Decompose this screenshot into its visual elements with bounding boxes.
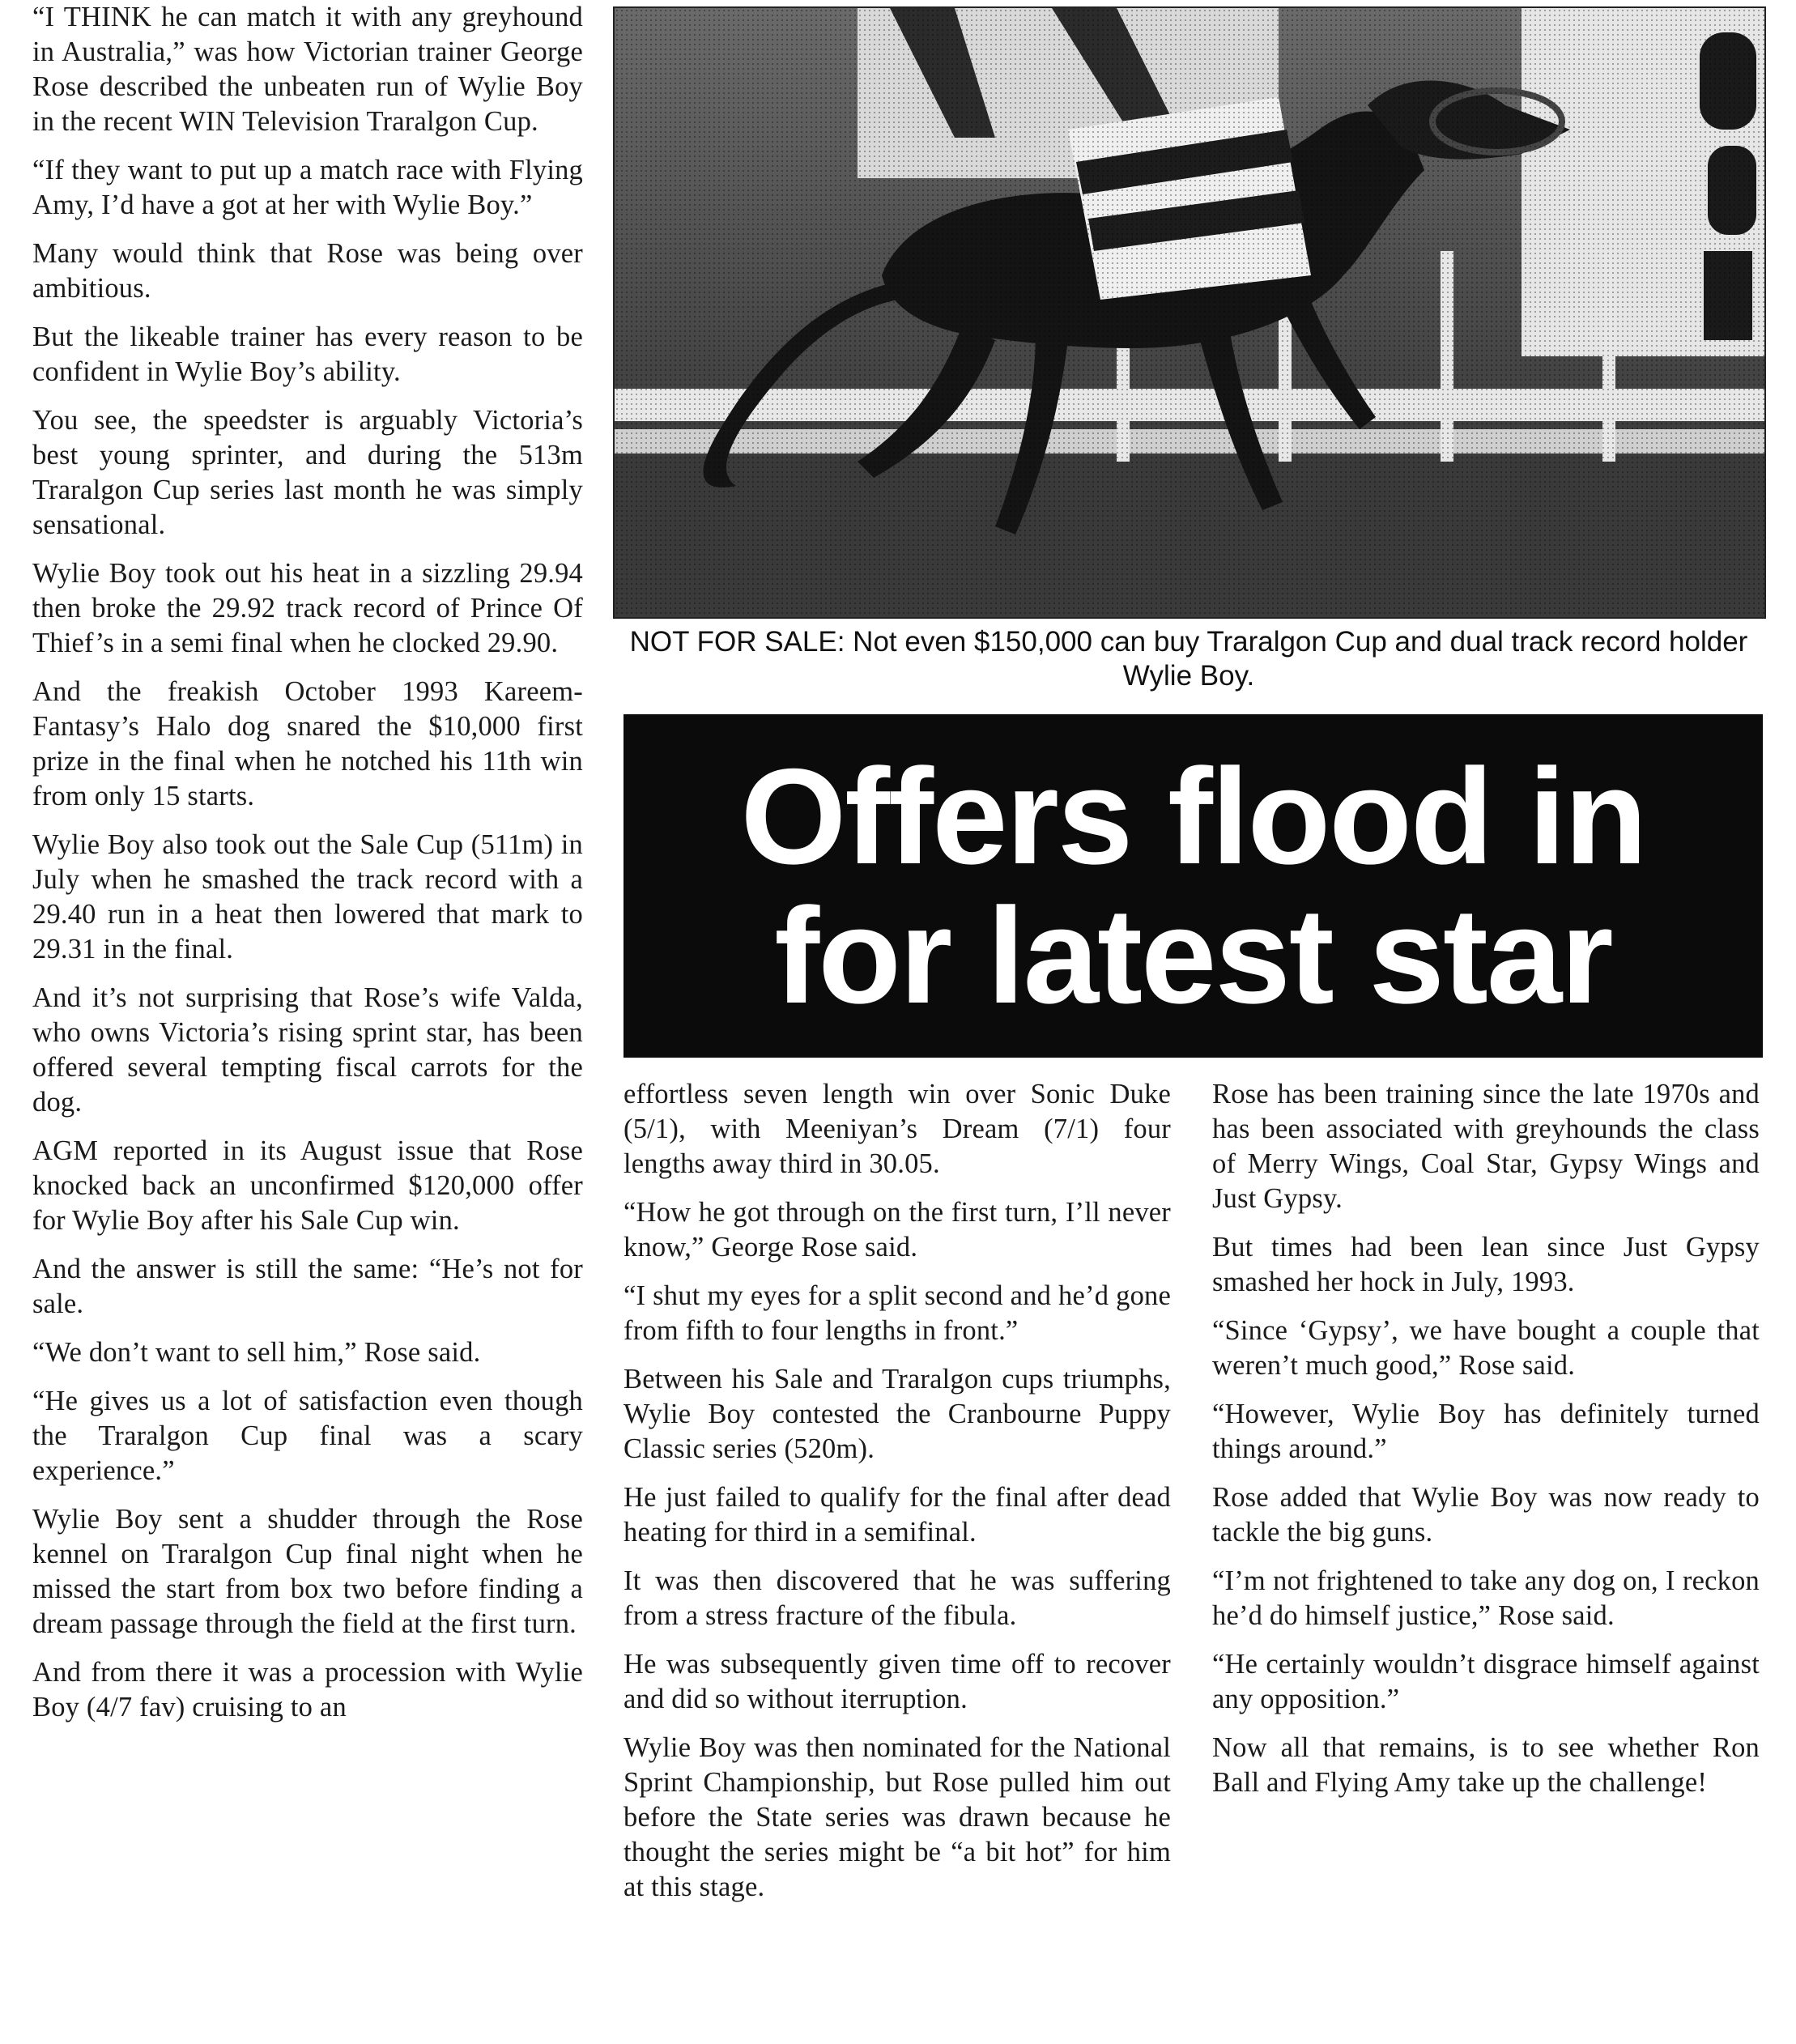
paragraph: Between his Sale and Traralgon cups triumphs, Wylie Boy contested the Cranbourne Puppy Classic series (520m). bbox=[623, 1364, 1171, 1464]
paragraph: “If they want to put up a match race with Flying Amy, I’d have a got at her with Wylie Boy.” bbox=[32, 155, 583, 220]
paragraph: AGM reported in its August issue that Rose knocked back an unconfirmed $120,000 offer for Wylie Boy after his Sale Cup win. bbox=[32, 1135, 583, 1236]
article-column-1 bbox=[32, 0, 583, 1739]
paragraph: He just failed to qualify for the final after dead heating for third in a semifinal. bbox=[623, 1482, 1171, 1548]
photo-caption: NOT FOR SALE: Not even $150,000 can buy Traralgon Cup and dual track record holder Wylie Boy. bbox=[629, 626, 1748, 692]
greyhound-photo bbox=[613, 6, 1766, 619]
paragraph: “We don’t want to sell him,” Rose said. bbox=[32, 1337, 481, 1368]
paragraph: Many would think that Rose was being over ambitious. bbox=[32, 238, 583, 304]
paragraph: He was subsequently given time off to recover and did so without iterruption. bbox=[623, 1649, 1171, 1714]
headline-banner bbox=[623, 714, 1763, 1058]
headline: Offers flood in for latest star bbox=[740, 740, 1646, 1032]
paragraph: And the freakish October 1993 Kareem-Fantasy’s Halo dog snared the $10,000 first prize in the final when he notched his 11th win from only 15 starts. bbox=[32, 676, 583, 811]
article-column-3 bbox=[1212, 1077, 1760, 1814]
paragraph: And from there it was a procession with Wylie Boy (4/7 fav) cruising to an bbox=[32, 1657, 583, 1722]
paragraph: But times had been lean since Just Gypsy smashed her hock in July, 1993. bbox=[1212, 1232, 1760, 1297]
paragraph: “I’m not frightened to take any dog on, I reckon he’d do himself justice,” Rose said. bbox=[1212, 1565, 1760, 1631]
paragraph: “He gives us a lot of satisfaction even though the Traralgon Cup final was a scary experience.” bbox=[32, 1386, 583, 1486]
paragraph: And it’s not surprising that Rose’s wife Valda, who owns Victoria’s rising sprint star, has been offered several tempting fiscal carrots for the dog. bbox=[32, 982, 583, 1118]
paragraph: Rose added that Wylie Boy was now ready to tackle the big guns. bbox=[1212, 1482, 1760, 1548]
greyhound-photo-illustration bbox=[615, 8, 1764, 617]
paragraph: Now all that remains, is to see whether Ron Ball and Flying Amy take up the challenge! bbox=[1212, 1732, 1760, 1798]
paragraph: Wylie Boy sent a shudder through the Rose kennel on Traralgon Cup final night when he missed the start from box two before finding a dream passage through the field at the first turn. bbox=[32, 1504, 583, 1639]
paragraph: Wylie Boy took out his heat in a sizzling 29.94 then broke the 29.92 track record of Prince Of Thief’s in a semi final when he clocked 29.90. bbox=[32, 558, 583, 658]
paragraph: “However, Wylie Boy has definitely turned things around.” bbox=[1212, 1399, 1760, 1464]
article-column-2 bbox=[623, 1077, 1171, 1918]
paragraph: Wylie Boy was then nominated for the National Sprint Championship, but Rose pulled him out before the State series was drawn because he thought the series might be “a bit hot” for him at this stage. bbox=[623, 1732, 1171, 1902]
paragraph: effortless seven length win over Sonic Duke (5/1), with Meeniyan’s Dream (7/1) four lengths away third in 30.05. bbox=[623, 1079, 1171, 1179]
paragraph: “He certainly wouldn’t disgrace himself against any opposition.” bbox=[1212, 1649, 1760, 1714]
paragraph: “Since ‘Gypsy’, we have bought a couple that weren’t much good,” Rose said. bbox=[1212, 1315, 1760, 1381]
paragraph: “I shut my eyes for a split second and he’d gone from fifth to four lengths in front.” bbox=[623, 1280, 1171, 1346]
paragraph: You see, the speedster is arguably Victoria’s best young sprinter, and during the 513m Traralgon Cup series last month he was simply sensational. bbox=[32, 405, 583, 540]
paragraph: Wylie Boy also took out the Sale Cup (511m) in July when he smashed the track record with a 29.40 run in a heat then lowered that mark to 29.31 in the final. bbox=[32, 829, 583, 965]
paragraph: And the answer is still the same: “He’s not for sale. bbox=[32, 1254, 583, 1319]
paragraph: “How he got through on the first turn, I’ll never know,” George Rose said. bbox=[623, 1197, 1171, 1263]
paragraph: “I THINK he can match it with any greyhound in Australia,” was how Victorian trainer George Rose described the unbeaten run of Wylie Boy in the recent WIN Television Traralgon Cup. bbox=[32, 2, 583, 137]
paragraph: Rose has been training since the late 1970s and has been associated with greyhounds the class of Merry Wings, Coal Star, Gypsy Wings and Just Gypsy. bbox=[1212, 1079, 1760, 1214]
paragraph: But the likeable trainer has every reason to be confident in Wylie Boy’s ability. bbox=[32, 322, 583, 387]
paragraph: It was then discovered that he was suffering from a stress fracture of the fibula. bbox=[623, 1565, 1171, 1631]
